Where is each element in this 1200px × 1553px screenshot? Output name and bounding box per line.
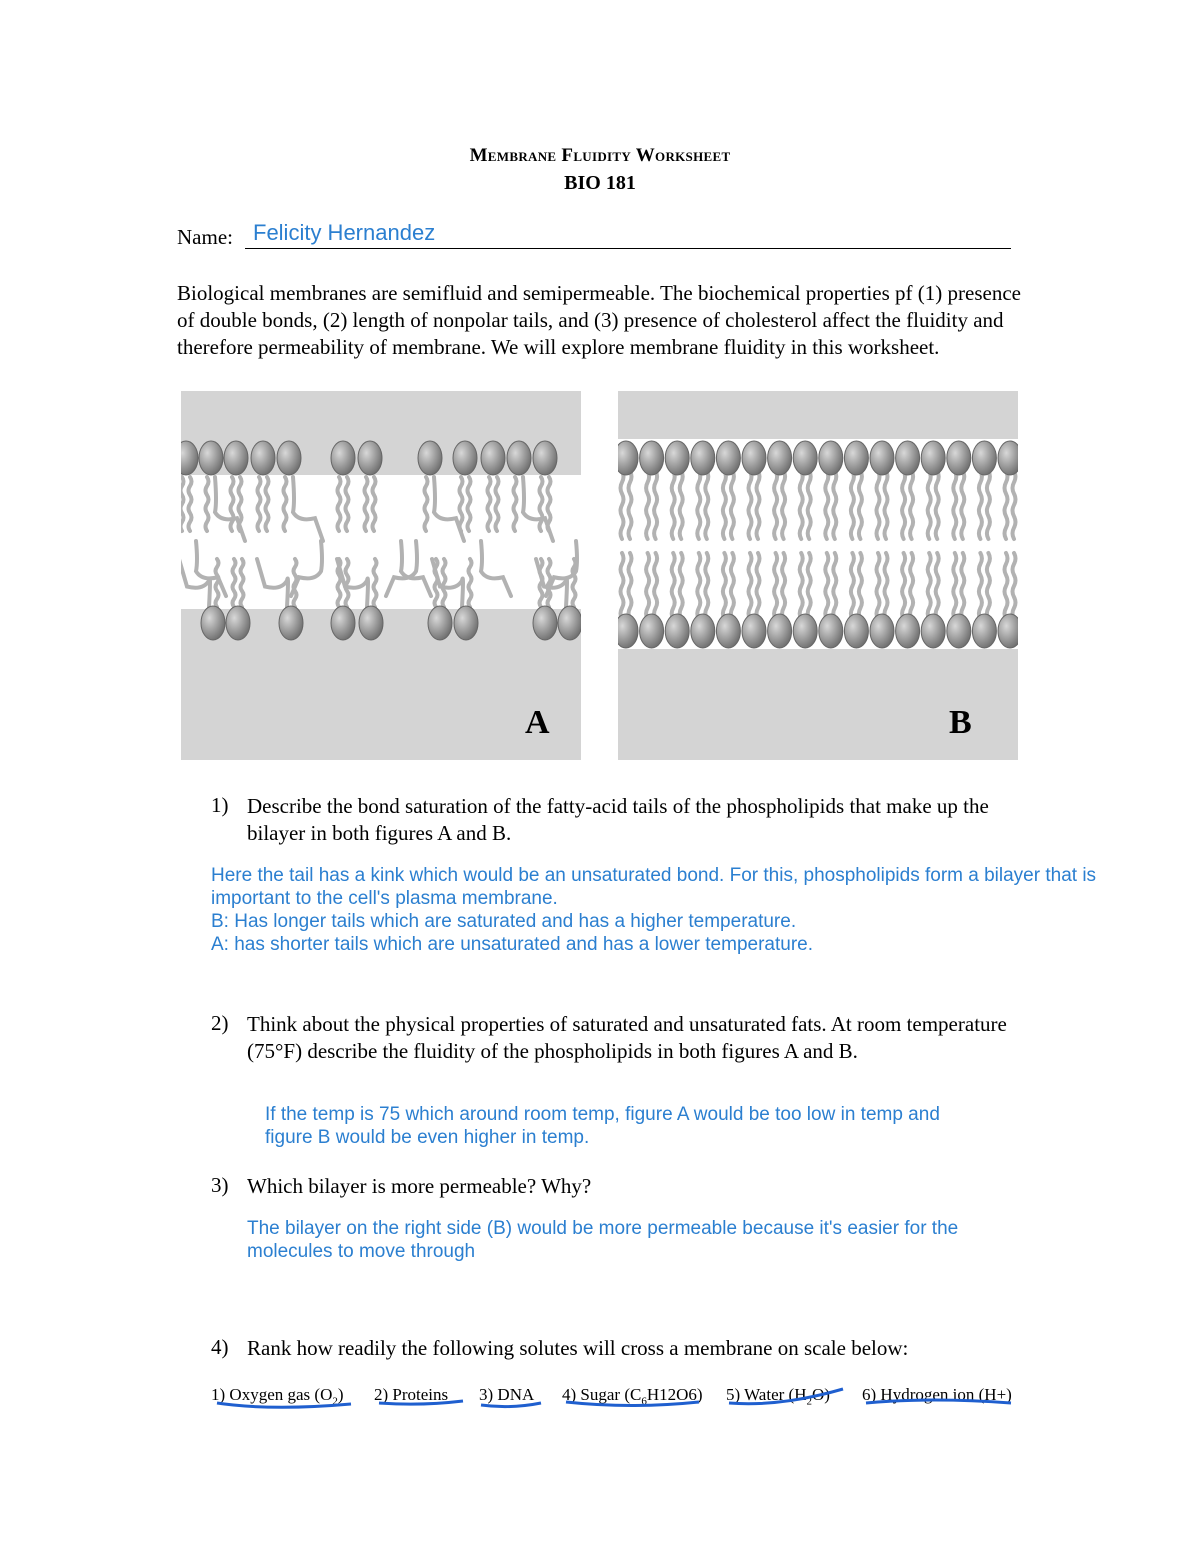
- fatty-acid-tail: [936, 471, 939, 539]
- fatty-acid-tail: [936, 553, 939, 619]
- fatty-acid-tail: [680, 553, 683, 619]
- name-label: Name:: [177, 225, 233, 249]
- fatty-acid-tail: [800, 471, 803, 539]
- phospholipid-head: [428, 606, 452, 640]
- fatty-acid-tail: [774, 471, 777, 539]
- figure-a-label: A: [525, 704, 550, 741]
- phospholipid-head: [921, 614, 945, 648]
- question-2-text: Think about the physical properties of saturated and unsaturated fats. At room temperature (75°F) describe the fluidity of the phospholipids in both figures A and B.: [247, 1012, 1007, 1063]
- membrane-diagram-a: [181, 391, 581, 760]
- fatty-acid-tail: [469, 559, 472, 607]
- fatty-acid-tail: [902, 471, 905, 539]
- phospholipid-head: [819, 614, 843, 648]
- fatty-acid-tail: [621, 553, 624, 619]
- fatty-acid-tail: [697, 553, 700, 619]
- phospholipid-head: [618, 441, 638, 475]
- solute-item[interactable]: 2) Proteins: [374, 1385, 449, 1404]
- fatty-acid-tail: [548, 477, 551, 531]
- name-underline: [245, 248, 1011, 249]
- fatty-acid-tail: [757, 471, 760, 539]
- phospholipid-head: [896, 441, 920, 475]
- fatty-acid-tail: [928, 471, 931, 539]
- fatty-acid-tail: [705, 471, 708, 539]
- question-2-number: 2): [211, 1011, 229, 1035]
- fatty-acid-tail: [373, 477, 376, 531]
- fatty-acid-tail: [646, 471, 649, 539]
- solute-item[interactable]: 1) Oxygen gas $(O_2)$: [211, 1385, 344, 1408]
- name-field[interactable]: Felicity Hernandez: [253, 220, 436, 245]
- phospholipid-head: [481, 441, 505, 475]
- course-code: BIO 181: [564, 172, 636, 194]
- fatty-acid-tail: [338, 477, 341, 531]
- fatty-acid-tail: [808, 553, 811, 619]
- phospholipid-head: [972, 441, 996, 475]
- fatty-acid-tail: [346, 477, 349, 531]
- phospholipid-head: [618, 614, 638, 648]
- fatty-acid-tail: [910, 471, 913, 539]
- fatty-acid-tail: [206, 477, 209, 531]
- phospholipid-head: [921, 441, 945, 475]
- solute-item[interactable]: 6) Hydrogen ion (H+): [862, 1385, 1012, 1404]
- phospholipid-head: [640, 614, 664, 648]
- worksheet-title: [0, 145, 1200, 167]
- fatty-acid-tail: [731, 471, 734, 539]
- fatty-acid-tail: [851, 471, 854, 539]
- fatty-acid-tail: [374, 559, 377, 607]
- fatty-acid-tail: [877, 553, 880, 619]
- answer-1-line: important to the cell's plasma membrane.: [211, 888, 558, 909]
- fatty-acid-tail: [808, 471, 811, 539]
- phospholipid-head: [331, 606, 355, 640]
- fatty-acid-tail: [979, 553, 982, 619]
- fatty-acid-tail: [800, 553, 803, 619]
- answer-2[interactable]: [265, 1103, 1065, 1149]
- phospholipid-head: [454, 606, 478, 640]
- worksheet-title-text: Membrane Fluidity Worksheet: [469, 145, 731, 166]
- question-1-number: 1): [211, 793, 229, 817]
- strike-mark: [566, 1402, 699, 1406]
- answer-2-line: If the temp is 75 which around room temp, figure A would be too low in temp and: [265, 1104, 940, 1125]
- question-4-number: 4): [211, 1335, 229, 1359]
- fatty-acid-tail: [284, 477, 287, 531]
- phospholipid-head: [453, 441, 477, 475]
- phospholipid-head: [533, 606, 557, 640]
- phospholipid-head: [181, 441, 198, 475]
- phospholipid-head: [691, 614, 715, 648]
- phospholipid-head: [507, 441, 531, 475]
- fatty-acid-tail: [425, 477, 428, 531]
- phospholipid-head: [742, 614, 766, 648]
- phospholipid-head: [331, 441, 355, 475]
- answer-3-line: molecules to move through: [247, 1241, 476, 1262]
- answer-3[interactable]: [247, 1217, 1067, 1263]
- fatty-acid-tail: [833, 553, 836, 619]
- answer-3-line: The bilayer on the right side (B) would be more permeable because it's easier for the: [247, 1218, 959, 1239]
- fatty-acid-tail: [961, 471, 964, 539]
- fatty-acid-tail: [468, 477, 471, 531]
- fatty-acid-tail: [757, 553, 760, 619]
- solute-item[interactable]: 4) Sugar $(C_6H12O6)$: [562, 1385, 703, 1408]
- phospholipid-head: [716, 441, 740, 475]
- phospholipid-head: [793, 441, 817, 475]
- answer-2-line: figure B would be even higher in temp.: [265, 1127, 590, 1148]
- phospholipid-head: [691, 441, 715, 475]
- phospholipid-head: [768, 614, 792, 648]
- phospholipid-head: [665, 441, 689, 475]
- phospholipid-head: [896, 614, 920, 648]
- strike-mark: [481, 1403, 541, 1407]
- fatty-acid-tail: [460, 477, 463, 531]
- phospholipid-head: [224, 441, 248, 475]
- fatty-acid-tail: [859, 553, 862, 619]
- phospholipid-head: [998, 441, 1018, 475]
- fatty-acid-tail: [365, 477, 368, 531]
- phospholipid-head: [558, 606, 581, 640]
- phospholipid-head: [844, 441, 868, 475]
- fatty-acid-tail: [825, 471, 828, 539]
- fatty-acid-tail: [233, 559, 236, 607]
- fatty-acid-tail: [540, 477, 543, 531]
- fatty-acid-tail: [680, 471, 683, 539]
- phospholipid-head: [768, 441, 792, 475]
- fatty-acid-tail: [928, 553, 931, 619]
- fatty-acid-tail: [782, 471, 785, 539]
- phospholipid-head: [199, 441, 223, 475]
- fatty-acid-tail: [705, 553, 708, 619]
- solute-item[interactable]: 5) Water $(H_2O)$: [726, 1385, 830, 1408]
- phospholipid-head: [533, 441, 557, 475]
- fatty-acid-tail: [910, 553, 913, 619]
- phospholipid-head: [279, 606, 303, 640]
- pen-strikethroughs: [211, 1385, 1041, 1425]
- question-1-text: Describe the bond saturation of the fatty-acid tails of the phospholipids that make up the bilayer in both figures A and B.: [247, 794, 989, 845]
- phospholipid-head: [277, 441, 301, 475]
- fatty-acid-tail: [749, 553, 752, 619]
- fatty-acid-tail: [987, 553, 990, 619]
- fatty-acid-tail: [885, 471, 888, 539]
- phospholipid-head: [359, 606, 383, 640]
- fatty-acid-tail: [953, 553, 956, 619]
- solute-item[interactable]: 3) DNA: [479, 1385, 535, 1404]
- phospholipid-head: [819, 441, 843, 475]
- strike-mark: [217, 1403, 351, 1407]
- fatty-acid-tail: [258, 477, 261, 531]
- fatty-acid-tail: [672, 471, 675, 539]
- fatty-acid-tail: [782, 553, 785, 619]
- phospholipid-head: [870, 441, 894, 475]
- fatty-acid-tail: [443, 559, 446, 607]
- fatty-acid-tail: [646, 553, 649, 619]
- answer-1-line: Here the tail has a kink which would be an unsaturated bond. For this, phospholipids form a bilayer that is: [211, 865, 1097, 886]
- fatty-acid-tail: [1013, 471, 1016, 539]
- phospholipid-head: [870, 614, 894, 648]
- fatty-acid-tail: [1005, 471, 1008, 539]
- question-3-text: Which bilayer is more permeable? Why?: [247, 1174, 592, 1198]
- phospholipid-head: [201, 606, 225, 640]
- fatty-acid-tail: [496, 477, 499, 531]
- fatty-acid-tail: [851, 553, 854, 619]
- fatty-acid-tail: [859, 471, 862, 539]
- fatty-acid-tail: [216, 559, 219, 607]
- question-3-number: 3): [211, 1173, 229, 1197]
- phospholipid-head: [640, 441, 664, 475]
- solute-list: [211, 1385, 1041, 1425]
- strike-mark: [729, 1389, 843, 1404]
- answer-1[interactable]: [211, 864, 1191, 956]
- phospholipid-head: [251, 441, 275, 475]
- fatty-acid-tail: [189, 477, 192, 531]
- phospholipid-head: [716, 614, 740, 648]
- fatty-acid-tail: [979, 471, 982, 539]
- fatty-acid-tail: [731, 553, 734, 619]
- fatty-acid-tail: [877, 471, 880, 539]
- fatty-acid-tail: [902, 553, 905, 619]
- fatty-acid-tail: [672, 553, 675, 619]
- fatty-acid-tail: [629, 471, 632, 539]
- fatty-acid-tail: [833, 471, 836, 539]
- phospholipid-head: [998, 614, 1018, 648]
- phospholipid-head: [418, 441, 442, 475]
- phospholipid-head: [844, 614, 868, 648]
- fatty-acid-tail: [961, 553, 964, 619]
- fatty-acid-tail: [514, 477, 517, 531]
- phospholipid-head: [793, 614, 817, 648]
- fatty-acid-tail: [488, 477, 491, 531]
- phospholipid-head: [358, 441, 382, 475]
- figure-a-panel: [181, 391, 581, 760]
- fatty-acid-tail: [621, 471, 624, 539]
- fatty-acid-tail: [241, 559, 244, 607]
- question-4-text: Rank how readily the following solutes will cross a membrane on scale below:: [247, 1336, 909, 1360]
- fatty-acid-tail: [654, 553, 657, 619]
- fatty-acid-tail: [231, 477, 234, 531]
- fatty-acid-tail: [723, 471, 726, 539]
- fatty-acid-tail: [749, 471, 752, 539]
- strike-mark: [866, 1400, 1011, 1403]
- phospholipid-head: [947, 614, 971, 648]
- answer-1-line: B: Has longer tails which are saturated and has a higher temperature.: [211, 911, 797, 932]
- phospholipid-head: [947, 441, 971, 475]
- fatty-acid-tail: [885, 553, 888, 619]
- fatty-acid-tail: [239, 477, 242, 531]
- fatty-acid-tail: [1013, 553, 1016, 619]
- phospholipid-head: [972, 614, 996, 648]
- fatty-acid-tail: [774, 553, 777, 619]
- strike-mark: [379, 1401, 463, 1404]
- phospholipid-head: [226, 606, 250, 640]
- fatty-acid-tail: [1005, 553, 1008, 619]
- answer-1-line: A: has shorter tails which are unsaturated and has a lower temperature.: [211, 934, 813, 955]
- fatty-acid-tail: [629, 553, 632, 619]
- fatty-acid-tail: [953, 471, 956, 539]
- fatty-acid-tail: [697, 471, 700, 539]
- fatty-acid-tail: [181, 477, 184, 531]
- figure-b-label: B: [949, 704, 972, 741]
- intro-paragraph: Biological membranes are semifluid and semipermeable. The biochemical properties pf (1) presence of double bonds, (2) length of nonpolar tails, and (3) presence of cholesterol affect the fluidity and therefore permeability of membrane. We will explore membrane fluidity in this worksheet.: [177, 281, 1021, 359]
- fatty-acid-tail: [654, 471, 657, 539]
- phospholipid-head: [665, 614, 689, 648]
- fatty-acid-tail: [266, 477, 269, 531]
- fatty-acid-tail: [987, 471, 990, 539]
- phospholipid-head: [742, 441, 766, 475]
- fatty-acid-tail: [723, 553, 726, 619]
- fatty-acid-tail: [825, 553, 828, 619]
